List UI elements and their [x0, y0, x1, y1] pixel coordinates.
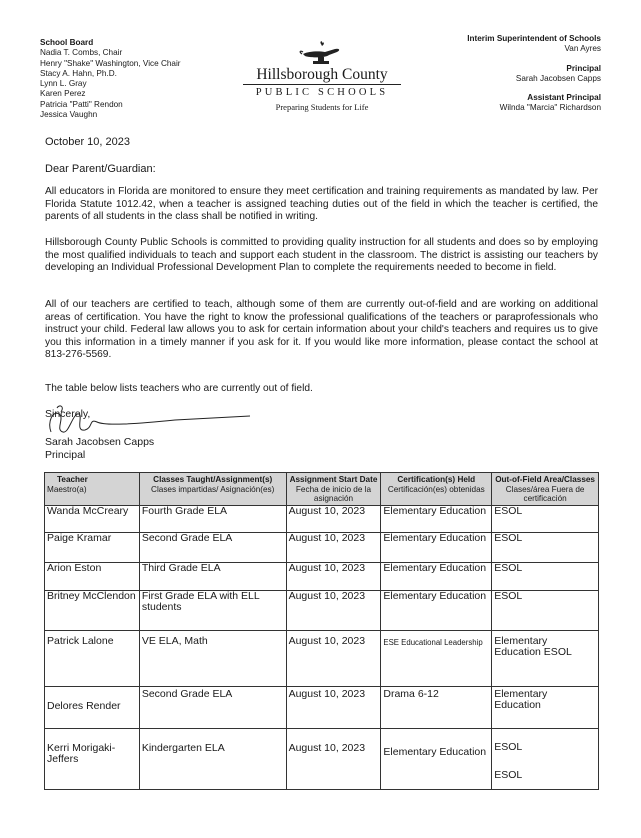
- header-out-of-field-es: Clases/área Fuera de certificación: [505, 484, 585, 503]
- cell-teacher: Delores Render: [45, 686, 140, 728]
- lamp-of-learning-icon: [299, 40, 345, 66]
- district-subname: PUBLIC SCHOOLS: [255, 87, 389, 98]
- header-teacher-en: Teacher: [57, 475, 88, 484]
- cell-date: August 10, 2023: [286, 505, 381, 532]
- signer-name: Sarah Jacobsen Capps: [45, 436, 155, 448]
- cell-date: August 10, 2023: [286, 590, 381, 630]
- cell-teacher: Kerri Morigaki-Jeffers: [45, 728, 140, 789]
- cell-out-of-field: ESOL: [492, 505, 599, 532]
- cell-date: August 10, 2023: [286, 728, 381, 789]
- board-member: Stacy A. Hahn, Ph.D.: [40, 68, 117, 78]
- cell-teacher: Britney McClendon: [45, 590, 140, 630]
- cell-classes: First Grade ELA with ELL students: [139, 590, 286, 630]
- signer-title: Principal: [45, 448, 86, 461]
- table-row: [45, 686, 599, 728]
- paragraph-parent-rights: All of our teachers are certified to teach, although some of them are currently out-of-field and are working on additional areas of certification. You have the right to know the professional qualifications of the teachers or paraprofessionals who instruct your child. Federal law allows you to ask for certain information about your child's teachers and requires us to give you this information in a timely manner if you ask for it. If you would like more information, please contact the school at 813-276-5569.: [45, 299, 598, 361]
- table-header-row: [45, 473, 599, 506]
- cell-certification: Elementary Education: [381, 728, 492, 789]
- cell-teacher: Arion Eston: [45, 562, 140, 590]
- district-logo-block: [238, 40, 406, 112]
- header-start-date-es: Fecha de inicio de la asignación: [295, 484, 372, 503]
- cell-out-of-field: Elementary Education: [492, 686, 599, 728]
- cell-classes: Third Grade ELA: [139, 562, 286, 590]
- cell-classes: Second Grade ELA: [139, 532, 286, 562]
- cell-date: August 10, 2023: [286, 562, 381, 590]
- cell-out-of-field: ESOL: [492, 562, 599, 590]
- cell-classes: VE ELA, Math: [139, 630, 286, 686]
- header-out-of-field-en: Out-of-Field Area/Classes: [495, 475, 595, 484]
- signer: [45, 436, 154, 461]
- administration-list: [467, 34, 601, 114]
- cell-teacher: Patrick Lalone: [45, 630, 140, 686]
- cell-teacher: Paige Kramar: [45, 532, 140, 562]
- header-certifications-es: Certificación(es) obtenidas: [387, 484, 485, 494]
- cell-date: August 10, 2023: [286, 630, 381, 686]
- cell-certification: Elementary Education: [381, 590, 492, 630]
- paragraph-table-intro: The table below lists teachers who are currently out of field.: [45, 383, 313, 394]
- cell-out-of-field: ESOL: [492, 590, 599, 630]
- board-member: Karen Perez: [40, 89, 86, 99]
- paragraph-certification-law: All educators in Florida are monitored to ensure they meet certification and training requirements as mandated by law. Per Florida Statute 1012.42, when a teacher is assigned teaching duties out of the field in which the teacher is certified, the parents of all students in the class shall be notified in writing.: [45, 186, 598, 223]
- cell-date: August 10, 2023: [286, 686, 381, 728]
- cell-certification: Drama 6-12: [381, 686, 492, 728]
- superintendent-name: Van Ayres: [564, 44, 601, 54]
- header-certifications: [381, 473, 492, 506]
- cell-classes: Kindergarten ELA: [139, 728, 286, 789]
- cell-classes: Second Grade ELA: [139, 686, 286, 728]
- district-rule: [243, 84, 401, 85]
- board-member: Nadia T. Combs, Chair: [40, 48, 123, 58]
- header-teacher: [45, 473, 140, 506]
- table-row: [45, 590, 599, 630]
- board-member: Henry "Shake" Washington, Vice Chair: [40, 58, 181, 68]
- header-out-of-field: [492, 473, 599, 506]
- paragraph-district-commitment: Hillsborough County Public Schools is committed to providing quality instruction for all students and does so by employing the most qualified individuals to teach and support each student in the classroom. The district is assisting our teachers by developing an Individual Professional Development Plan to complete the requirements needed to become in field.: [45, 237, 598, 274]
- cell-teacher: Wanda McCreary: [45, 505, 140, 532]
- header-classes-es: Clases impartidas/ Asignación(es): [151, 484, 275, 494]
- cell-date: August 10, 2023: [286, 532, 381, 562]
- header-teacher-es: Maestro(a): [47, 484, 87, 494]
- board-title: School Board: [40, 38, 94, 47]
- assistant-principal-name: Wilnda "Marcia" Richardson: [499, 103, 601, 113]
- cell-certification: Elementary Education: [381, 532, 492, 562]
- table-row: [45, 505, 599, 532]
- salutation: Dear Parent/Guardian:: [45, 163, 156, 175]
- cell-classes: Fourth Grade ELA: [139, 505, 286, 532]
- cell-out-of-field: Elementary Education ESOL: [492, 630, 599, 686]
- board-member: Lynn L. Gray: [40, 79, 87, 89]
- closing: Sincerely,: [45, 408, 91, 420]
- table-row: [45, 532, 599, 562]
- cell-certification: Elementary Education: [381, 562, 492, 590]
- board-member: Jessica Vaughn: [40, 110, 98, 120]
- superintendent-title: Interim Superintendent of Schools: [467, 34, 601, 43]
- header-classes: [139, 473, 286, 506]
- header-certifications-en: Certification(s) Held: [397, 475, 476, 484]
- header-start-date: [286, 473, 381, 506]
- header-classes-en: Classes Taught/Assignment(s): [153, 475, 273, 484]
- cell-out-of-field: ESOL ESOL: [492, 728, 599, 789]
- principal-title: Principal: [566, 63, 601, 73]
- letter-date: October 10, 2023: [45, 136, 131, 148]
- header-start-date-en: Assignment Start Date: [289, 475, 378, 484]
- out-of-field-teachers-table: [44, 472, 599, 790]
- table-row: [45, 630, 599, 686]
- principal-name: Sarah Jacobsen Capps: [515, 73, 601, 83]
- table-row: [45, 728, 599, 789]
- cell-out-of-field: ESOL: [492, 532, 599, 562]
- table-row: [45, 562, 599, 590]
- district-tagline: Preparing Students for Life: [275, 102, 369, 112]
- assistant-principal-title: Assistant Principal: [527, 93, 601, 103]
- cell-certification: ESE Educational Leadership: [381, 630, 492, 686]
- board-member: Patricia "Patti" Rendon: [40, 99, 123, 109]
- school-board-list: [40, 38, 181, 120]
- district-name: Hillsborough County: [256, 66, 388, 83]
- cell-certification: Elementary Education: [381, 505, 492, 532]
